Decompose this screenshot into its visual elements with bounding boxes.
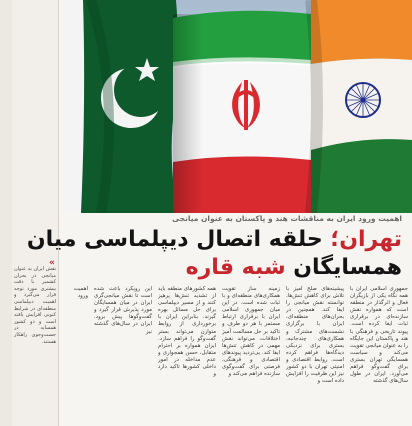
article-column-5: این رویکرد باعث شده است تا نقش میانجی‌گری ایران در میان همسایگان مورد پذیرش قرار گیرد و گفت‌وگوها پیش برود. ایران در سال‌های گذشته نیز [94,286,152,335]
pakistan-flag [61,0,178,213]
article-column-3: زمینه ساز تقویت همکاری‌های منطقه‌ای و با ثبات شده است. در این میان جمهوری اسلامی ایران با برقراری ارتباط مستمر با هر دو طرف و تاکید بر حل مسالمت آمیز اختلافات، می‌تواند نقش مهمی در کاهش تنش‌ها ایفا کند. بی‌تردید پیوندهای اقتصادی و فرهنگی، فرصتی برای گفت‌وگوی سازنده فراهم می‌کند و [222,286,280,378]
headline-line-1-text: حلقه اتصال دیپلماسی میان [26,227,331,252]
india-flag [311,0,412,213]
article-column-4: همه کشورهای منطقه باید از تشدید تنش‌ها پرهیز کنند و از مسیر دیپلماسی برای حل مسائل بهره گیرند. بنابراین ایران با برخورداری از روابط متوازن می‌تواند بستر گفت‌وگو را فراهم سازد. ایران همواره بر احترام متقابل، حسن همجواری و عدم مداخله در امور داخلی کشورها تاکید دارد و [158,286,216,378]
article-column-2: پیشینه‌های صلح آمیز با تلاش برای کاهش تنش‌ها، توانسته نقش میانجی را ایفا کند. همچنین در بحران‌های منطقه‌ای، ایران با برگزاری نشست‌های مشترک و همکاری‌های چندجانبه، بستری برای نزدیکی دیدگاه‌ها فراهم کرده است. روابط اقتصادی و امنیتی تهران با دو کشور نیز این ظرفیت را افزایش داده است و [286,286,344,385]
flags-illustration [61,0,412,213]
headline-line-2 [102,254,402,282]
headline-kicker: اهمیت ورود ایران به مناقشات هند و پاکستان به عنوان میانجی [172,214,402,223]
sidebar-column [0,0,58,426]
article-column-6: اهمیت ورود [73,286,88,300]
column-divider [58,0,59,426]
sidebar-marker: « [49,258,55,268]
headline-line-2-text: همسایگان [285,255,402,280]
article-body [61,286,412,426]
headline-highlight: شبه قاره [185,255,286,280]
headline-city: تهران؛ [330,227,402,252]
headline-line-1 [26,226,402,254]
flags-photo [61,0,412,213]
headline [26,226,402,282]
iran-flag [173,11,311,213]
sidebar-text: نقش ایران به عنوان میانجی در بحران کشمیر با دقت بیشتری مورد توجه قرار می‌گیرد و اهمیت دیپلماسی منطقه‌ای در شرایط کنونی افزایش یافته است و دو کشور همسایه در جست‌وجوی راهکار هستند. [14,266,56,345]
article-column-1: جمهوری اسلامی ایران با همه نگاه یکی از بازیگران فعال و اثرگذار در منطقه است که همواره نقش سازنده‌ای در برقراری ثبات ایفا کرده است. پیوند تاریخی و فرهنگی با هند و پاکستان این جایگاه را به عنوان میانجی تقویت می‌کند و سیاست همسایگی تهران بستری برای گفت‌وگو فراهم می‌آورد. ایران در طول سال‌های گذشته [350,286,408,385]
sidebar-margin [0,0,12,426]
